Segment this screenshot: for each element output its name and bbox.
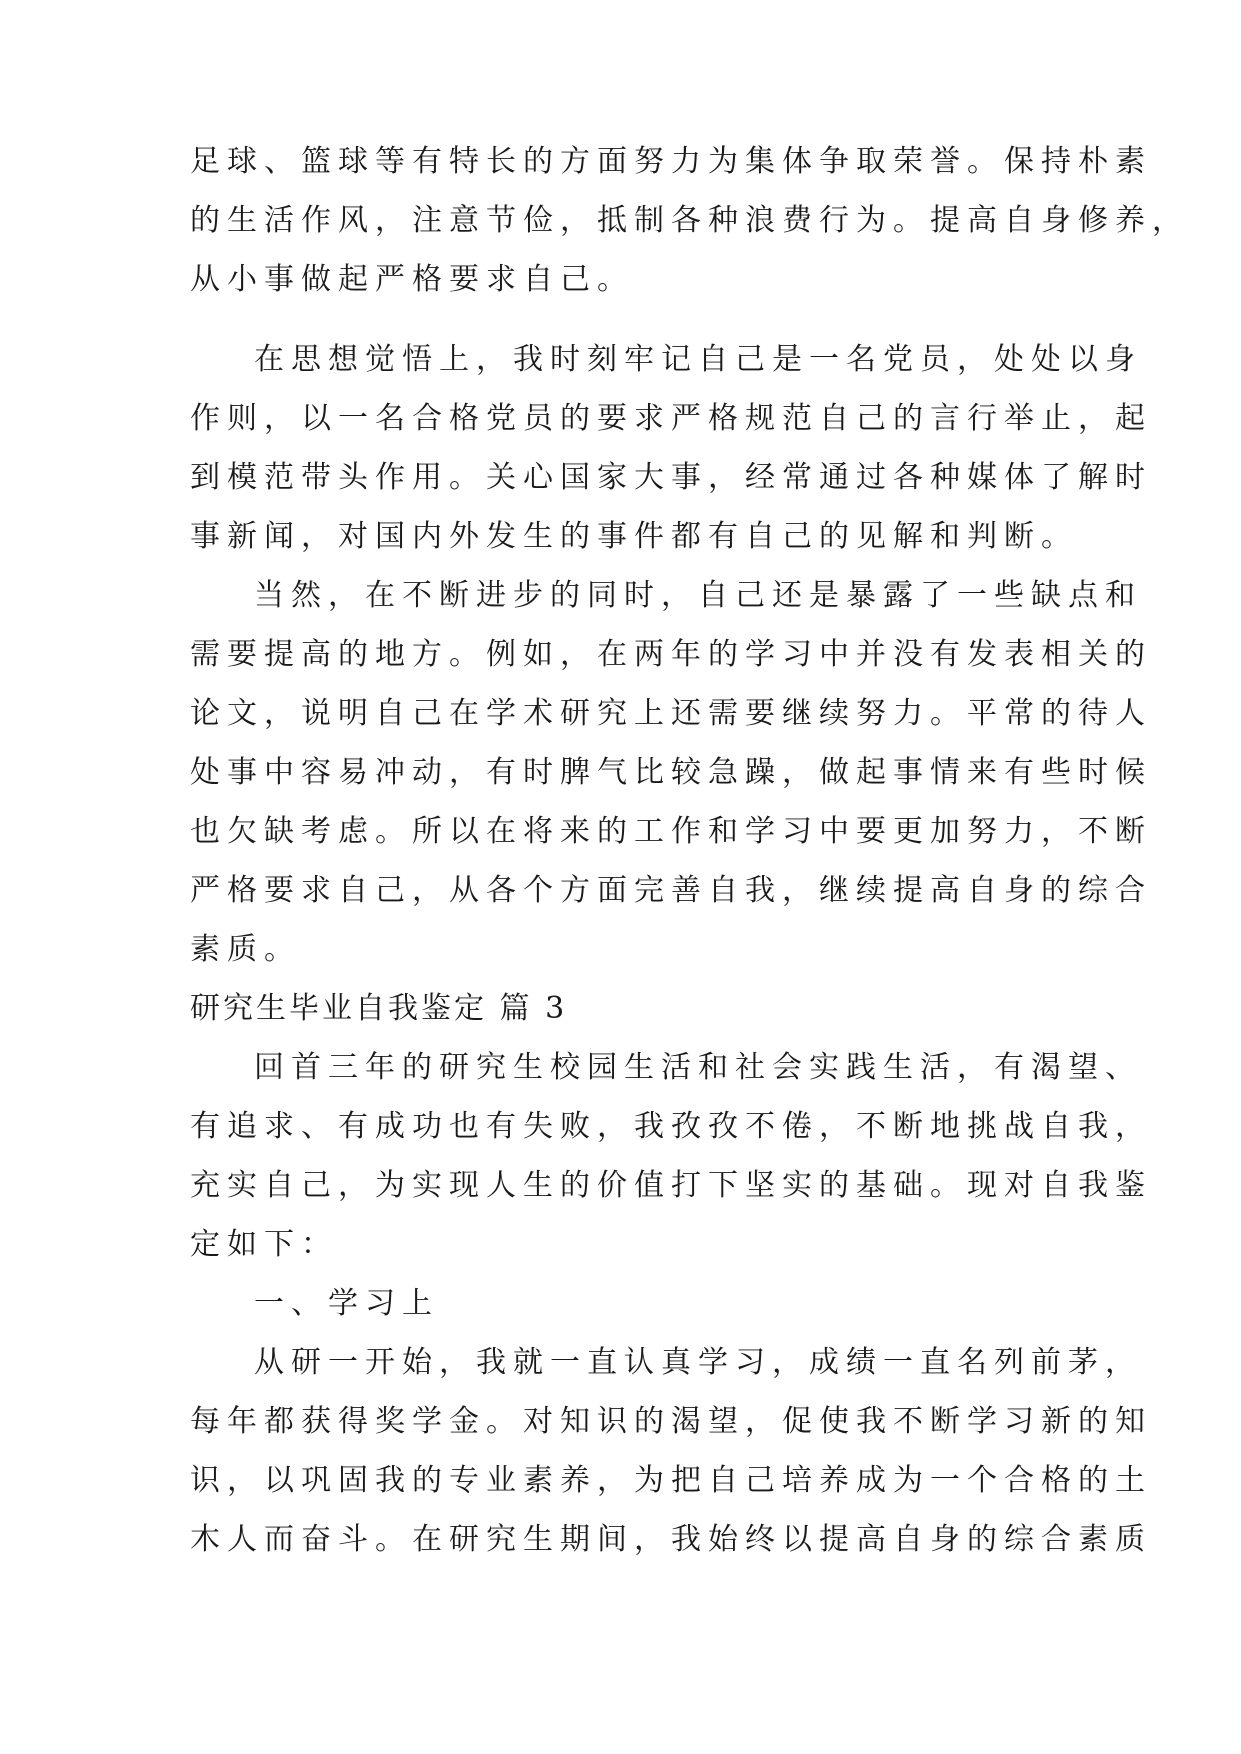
paragraph-line: 素质。 [190, 932, 301, 967]
paragraph-line: 从研一开始，我就一直认真学习，成绩一直名列前茅， [254, 1345, 1142, 1380]
paragraph-line: 到模范带头作用。关心国家大事，经常通过各种媒体了解时 [190, 460, 1152, 495]
paragraph-line: 严格要求自己，从各个方面完善自我，继续提高自身的综合 [190, 873, 1152, 908]
paragraph-line: 足球、篮球等有特长的方面努力为集体争取荣誉。保持朴素 [190, 144, 1152, 179]
paragraph-line: 从小事做起严格要求自己。 [190, 262, 634, 297]
paragraph-line: 的生活作风，注意节俭，抵制各种浪费行为。提高自身修养， [190, 203, 1189, 238]
paragraph-line: 也欠缺考虑。所以在将来的工作和学习中要更加努力，不断 [190, 814, 1152, 849]
paragraph-line: 充实自己，为实现人生的价值打下坚实的基础。现对自我鉴 [190, 1168, 1152, 1203]
paragraph-line: 论文，说明自己在学术研究上还需要继续努力。平常的待人 [190, 696, 1152, 731]
paragraph-line: 每年都获得奖学金。对知识的渴望，促使我不断学习新的知 [190, 1404, 1152, 1439]
paragraph-line: 需要提高的地方。例如，在两年的学习中并没有发表相关的 [190, 637, 1152, 672]
paragraph-line: 识，以巩固我的专业素养，为把自己培养成为一个合格的土 [190, 1463, 1152, 1498]
paragraph-line: 作则，以一名合格党员的要求严格规范自己的言行举止，起 [190, 401, 1152, 436]
paragraph-line: 事新闻，对国内外发生的事件都有自己的见解和判断。 [190, 519, 1078, 554]
paragraph-line: 在思想觉悟上，我时刻牢记自己是一名党员，处处以身 [254, 342, 1142, 377]
subsection-heading: 一、学习上 [254, 1286, 439, 1321]
paragraph-line: 木人而奋斗。在研究生期间，我始终以提高自身的综合素质 [190, 1522, 1152, 1557]
paragraph-line: 有追求、有成功也有失败，我孜孜不倦，不断地挑战自我， [190, 1109, 1152, 1144]
section-heading: 研究生毕业自我鉴定 篇 3 [190, 991, 568, 1026]
paragraph-line: 回首三年的研究生校园生活和社会实践生活，有渴望、 [254, 1050, 1142, 1085]
paragraph-line: 当然，在不断进步的同时，自己还是暴露了一些缺点和 [254, 578, 1142, 613]
paragraph-line: 定如下： [190, 1227, 338, 1262]
paragraph-line: 处事中容易冲动，有时脾气比较急躁，做起事情来有些时候 [190, 755, 1152, 790]
